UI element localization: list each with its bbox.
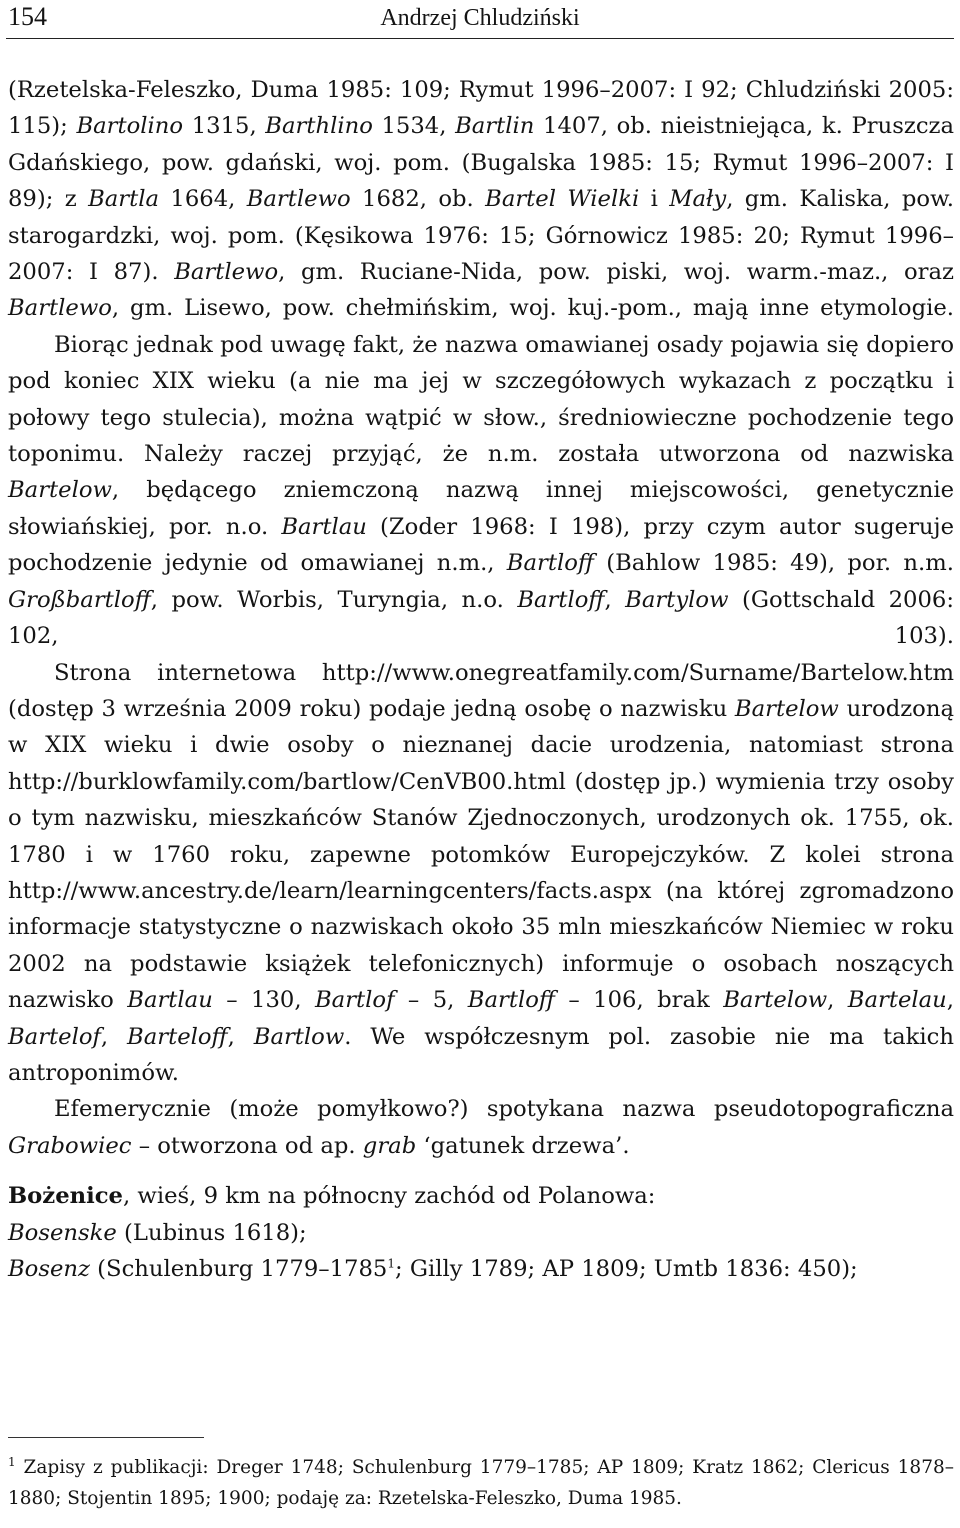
text-run: Efemerycznie (może pomyłkowo?) spotykana nazwa pseudotopograficzna bbox=[54, 1096, 954, 1123]
text-run: , bbox=[227, 1023, 254, 1050]
text-run: – 106, brak bbox=[554, 987, 724, 1014]
italic-term: Barteloff bbox=[127, 1023, 228, 1050]
italic-term: Bartolino bbox=[76, 113, 184, 140]
italic-term: Barthlino bbox=[265, 113, 373, 140]
text-run: i bbox=[639, 186, 670, 213]
footnote-text: Zapisy z publikacji: Dreger 1748; Schulenburg 1779–1785; AP 1809; Kratz 1862; Clericus 1878–1880; Stojentin 1895; 1900; podaję za: Rzetelska-Feleszko, Duma 1985. bbox=[8, 1457, 954, 1509]
italic-term: Bartloff bbox=[506, 550, 594, 577]
text-run: Biorąc jednak pod uwagę fakt, że nazwa omawianej osady pojawia się dopiero pod koniec XIX wieku (a nie ma jej w szczegółowych wykazach z początku i połowy tego stulecia), można wątpić w słow., średniowieczne pochodzenie tego toponimu. Należy raczej przyjąć, że n.m. została utworzona od nazwiska bbox=[8, 331, 954, 468]
italic-term: Bartel Wielki bbox=[485, 186, 640, 213]
text-run: ‘gatunek drzewa’. bbox=[416, 1132, 630, 1159]
text-run: – otworzona od ap. bbox=[131, 1132, 363, 1159]
italic-term: Bartelau bbox=[847, 987, 947, 1014]
italic-term: Großbartloff bbox=[8, 586, 151, 613]
text-run: , będącego zniemczoną nazwą innej miejscowości, genetycznie słowiańskiej, por. n.o. bbox=[8, 477, 954, 540]
page-header bbox=[6, 0, 954, 39]
italic-term: Bartloff bbox=[467, 987, 555, 1014]
footnote-marker: 1 bbox=[8, 1454, 16, 1469]
italic-term: Bartylow bbox=[625, 586, 729, 613]
page-number: 154 bbox=[8, 2, 47, 31]
italic-term: grab bbox=[362, 1132, 417, 1159]
text-run: , gm. Kaliska, pow. starogardzki, woj. pom. (Kęsikowa 1976: 15; Górnowicz 1985: 20; Rymut 1996–2007: I 87). bbox=[8, 186, 955, 286]
text-run: (Bahlow 1985: 49), por. n.m. bbox=[593, 550, 954, 577]
italic-term: Bartelow bbox=[723, 987, 828, 1014]
italic-term: Mały bbox=[669, 186, 727, 213]
italic-term: Bosenz bbox=[8, 1256, 90, 1282]
main-text bbox=[8, 72, 954, 1287]
text-run: 1664, bbox=[159, 186, 247, 213]
text-run: . We współczesnym pol. zasobie nie ma takich antroponimów. bbox=[8, 1023, 954, 1086]
text-run: , pow. Worbis, Turyngia, n.o. bbox=[150, 586, 518, 613]
text-run: , bbox=[827, 987, 848, 1014]
paragraph bbox=[8, 72, 954, 327]
attestation-line bbox=[8, 1215, 954, 1251]
paragraph bbox=[8, 655, 954, 1092]
italic-term: Bartlow bbox=[253, 1023, 345, 1050]
text-run: , wieś, 9 km na północny zachód od Polanowa: bbox=[123, 1183, 656, 1210]
italic-term: Bartlewo bbox=[8, 295, 112, 322]
headword: Bożenice bbox=[8, 1183, 123, 1210]
text-run: , bbox=[946, 987, 954, 1014]
text-run: – 130, bbox=[212, 987, 315, 1014]
italic-term: Bartelow bbox=[734, 695, 839, 722]
text-run: (Zoder 1968: I 198), przy czym autor sugeruje pochodzenie jedynie od omawianej n.m., bbox=[8, 513, 954, 577]
italic-term: Bartelof bbox=[8, 1023, 101, 1050]
paragraph bbox=[8, 327, 954, 655]
italic-term: Bartlin bbox=[455, 113, 535, 140]
italic-term: Bartlewo bbox=[246, 186, 351, 213]
italic-term: Bartloff bbox=[517, 586, 605, 613]
text-run: (Rzetelska-Feleszko, Duma 1985: 109; Rymut 1996–2007: I 92; Chludziński 2005: 115); bbox=[8, 77, 954, 140]
text-run: ; Gilly 1789; AP 1809; Umtb 1836: 450); bbox=[394, 1256, 858, 1282]
text-run: 1682, ob. bbox=[350, 186, 486, 213]
footnote-ref: 1 bbox=[387, 1256, 395, 1271]
text-run: 1315, bbox=[183, 113, 266, 140]
footnote-rule bbox=[8, 1437, 204, 1438]
text-run: (Lubinus 1618); bbox=[116, 1219, 307, 1246]
text-run: (Gottschald 2006: 102, 103). bbox=[8, 586, 954, 650]
text-run: , gm. Ruciane-Nida, pow. piski, woj. warm.-maz., oraz bbox=[278, 259, 954, 286]
italic-term: Bartlau bbox=[281, 513, 367, 540]
italic-term: Bartla bbox=[88, 186, 160, 213]
text-run: , bbox=[604, 586, 626, 613]
italic-term: Bartelow bbox=[8, 477, 112, 504]
text-run: (Schulenburg 1779–1785 bbox=[89, 1256, 388, 1282]
paragraph bbox=[8, 1091, 954, 1164]
text-run: , bbox=[100, 1023, 128, 1050]
entry-heading bbox=[8, 1178, 954, 1214]
attestation-line bbox=[8, 1251, 954, 1287]
text-run: 1534, bbox=[372, 113, 456, 140]
italic-term: Grabowiec bbox=[8, 1132, 132, 1159]
running-head: Andrzej Chludziński bbox=[380, 5, 580, 31]
footnote bbox=[8, 1452, 954, 1514]
italic-term: Bartlau bbox=[127, 987, 213, 1014]
text-run: urodzoną w XIX wieku i dwie osoby o nieznanej dacie urodzenia, natomiast strona http://burklowfamily.com/bartlow/CenVB00.html (dostęp jp.) wymienia trzy osoby o tym nazwisku, mieszkańców Stanów Zjednoczonych, urodzonych ok. 1755, ok. 1780 i w 1760 roku, zapewne potomków Europejczyków. Z kolei strona http://www.ancestry.de/learn/learningcenters/facts.aspx (na której zgromadzono informacje statystyczne o nazwiskach około 35 mln mieszkańców Niemiec w roku 2002 na podstawie książek telefonicznych) informuje o osobach noszących nazwisko bbox=[8, 695, 954, 1014]
italic-term: Bartlof bbox=[315, 987, 395, 1014]
text-run: – 5, bbox=[394, 987, 468, 1014]
text-run: , gm. Lisewo, pow. chełmińskim, woj. kuj.-pom., mają inne etymologie. bbox=[111, 295, 954, 322]
text-run: Strona internetowa http://www.onegreatfamily.com/Surname/Bartelow.htm (dostęp 3 września 2009 roku) podaje jedną osobę o nazwisku bbox=[8, 659, 954, 722]
text-run: 1407, ob. nieistniejąca, k. Pruszcza Gdańskiego, pow. gdański, woj. pom. (Bugalska 1985: 15; Rymut 1996–2007: I 89); z bbox=[8, 113, 955, 213]
italic-term: Bosenske bbox=[8, 1219, 117, 1246]
italic-term: Bartlewo bbox=[174, 259, 279, 286]
